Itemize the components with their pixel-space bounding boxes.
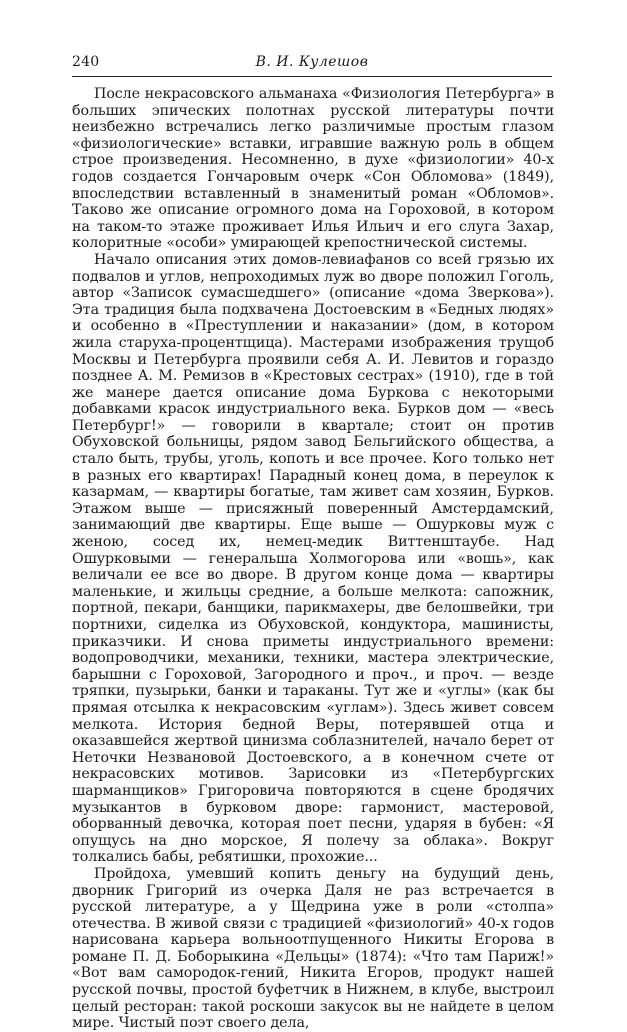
- paragraph: После некрасовского альманаха «Физиология Петербурга» в больших эпических полотнах русской литературы почти неизбежно встречались легко различимые простым глазом «физиологические» вставки, игравшие важную роль в общем строе произведения. Несомненно, в духе «физиологии» 40-х годов создается Гончаровым очерк «Сон Обломова» (1849), впоследствии вставленный в знаменитый роман «Обломов». Таково же описание огромного дома на Гороховой, в котором на таком-то этаже проживает Илья Ильич и его слуга Захар, колоритные «особи» умирающей крепостнической системы.: [72, 86, 554, 252]
- page-header: [72, 54, 552, 74]
- body-text: [72, 86, 554, 1032]
- page-number: 240: [72, 54, 100, 70]
- running-head: В. И. Кулешов: [255, 54, 369, 70]
- header-rule: [72, 76, 552, 77]
- paragraph: Пройдоха, умевший копить деньгу на будущий день, дворник Григорий из очерка Даля не раз встречается в русской литературе, а у Щедрина уже в роли «столпа» отечества. В живой связи с традицией «физиологий» 40-х годов нарисована карьера вольноотпущенного Никиты Егорова в романе П. Д. Боборыкина «Дельцы» (1874): «Что там Париж!» «Вот вам самородок-гений, Никита Егоров, продукт нашей русской почвы, простой буфетчик в Нижнем, в клубе, выстроил целый ресторан: такой роскоши закусок вы не найдете в целом мире. Чистый поэт своего дела,: [72, 865, 554, 1032]
- paragraph: Начало описания этих домов-левиафанов со всей грязью их подвалов и углов, непроходимых луж во дворе положил Гоголь, автор «Записок сумасшедшего» (описание «дома Зверкова»). Эта традиция была подхвачена Достоевским в «Бедных людях» и особенно в «Преступлении и наказании» (дом, в котором жила старуха-процентщица). Мастерами изображения трущоб Москвы и Петербурга проявили себя А. И. Левитов и гораздо позднее А. М. Ремизов в «Крестовых сестрах» (1910), где в той же манере дается описание дома Буркова с некоторыми добавками красок индустриального века. Бурков дом — «весь Петербург!» — говорили в квартале; стоит он против Обуховской больницы, рядом завод Бельгийского общества, а стало быть, трубы, уголь, копоть и все прочее. Кого только нет в разных его квартирах! Парадный конец дома, в переулок к казармам, — квартиры богатые, там живет сам хозяин, Бурков. Этажом выше — присяжный поверенный Амстердамский, занимающий две квартиры. Еще выше — Ошурковы муж с женою, сосед их, немец-медик Виттенштаубе. Над Ошурковыми — генеральша Холмогорова или «вошь», как величали ее все во дворе. В другом конце дома — квартиры маленькие, и жильцы средние, а больше мелкота: сапожник, портной, пекари, банщики, парикмахеры, две белошвейки, три портнихи, сиделка из Обуховской, кондуктора, машинисты, приказчики. И снова приметы индустриального времени: водопроводчики, механики, техники, мастера электрические, барышни с Гороховой, Загородного и проч., и проч. — везде тряпки, пузырьки, банки и тараканы. Тут же и «углы» (как бы прямая отсылка к некрасовским «углам»). Здесь живет совсем мелкота. История бедной Веры, потерявшей отца и оказавшейся жертвой цинизма соблазнителей, начало берет от Неточки Незвановой Достоевского, а в конечном счете от некрасовских мотивов. Зарисовки из «Петербургских шарманщиков» Григоровича повторяются в сцене бродячих музыкантов в бурковом дворе: гармонист, мастеровой, оборванный девочка, которая поет песни, ударяя в бубен: «Я опущусь на дно морское, Я полечу за облака». Вокруг толкались бабы, ребятишки, прохожие...: [72, 251, 554, 866]
